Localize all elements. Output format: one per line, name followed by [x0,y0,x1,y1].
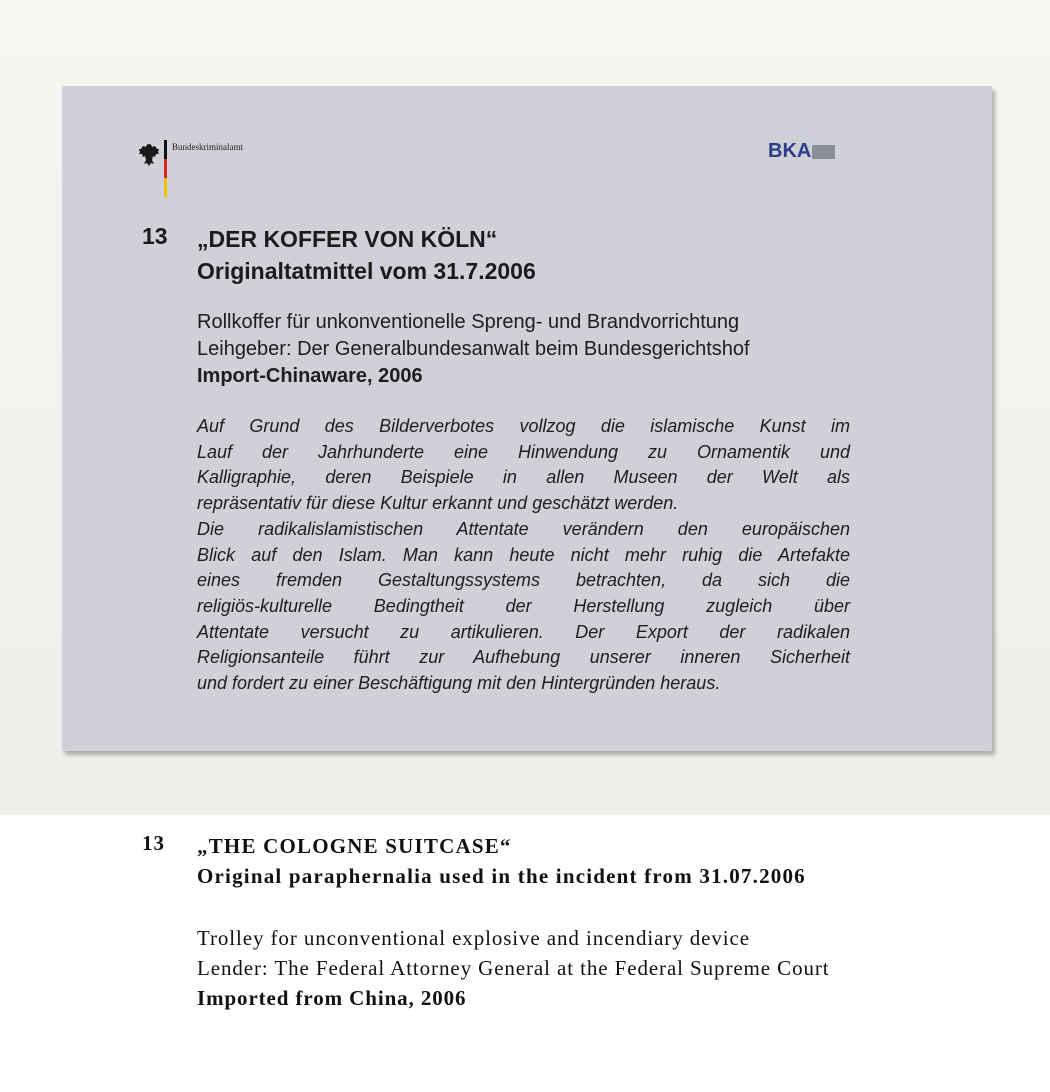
origin-de: Import-Chinaware, 2006 [197,365,423,387]
bka-logo-bar [812,145,835,159]
exhibit-subtitle-en: Original paraphernalia used in the incident from 31.07.2006 [197,864,806,888]
exhibit-number-de: 13 [142,223,168,249]
lender-de: Leihgeber: Der Generalbundesanwalt beim Bundesgerichtshof [197,338,750,360]
body-line: Attentate versucht zu artikulieren. Der Export der radikalen [197,621,850,642]
exhibit-info-de [197,309,750,390]
body-line: Die radikalislamistischen Attentate verändern den europäischen [197,518,850,539]
exhibit-text-de [197,414,850,697]
object-description-de: Rollkoffer für unkonventionelle Spreng- und Brandvorrichtung [197,311,740,333]
body-line: Religionsanteile führt zur Aufhebung unserer inneren Sicherheit [197,647,850,668]
exhibit-subtitle-de: Originaltatmittel vom 31.7.2006 [197,258,536,284]
lender-en: Lender: The Federal Attorney General at the Federal Supreme Court [197,956,830,980]
exhibit-number-en: 13 [142,831,165,855]
body-line: Auf Grund des Bilderverbotes vollzog die islamische Kunst im [197,416,850,436]
german-flag-bar [164,140,167,198]
body-line: Kalligraphie, deren Beispiele in allen Museen der Welt als [197,467,850,488]
federal-eagle-icon [138,142,160,168]
body-line: eines fremden Gestaltungssystems betrachten, da sich die [197,570,850,591]
exhibit-title-de: „DER KOFFER VON KÖLN“ [197,226,498,252]
object-description-en: Trolley for unconventional explosive and incendiary device [197,926,750,950]
origin-en: Imported from China, 2006 [197,986,467,1010]
exhibit-title-en: „THE COLOGNE SUITCASE“ [197,834,512,858]
exhibit-heading-en [197,831,806,891]
exhibit-heading-de [197,223,536,287]
body-line: repräsentativ für diese Kultur erkannt und geschätzt werden. [197,493,679,514]
bundeskriminalamt-logo [138,140,358,200]
body-line: Lauf der Jahrhunderte eine Hinwendung zu Ornamentik und [197,441,850,462]
body-line: Blick auf den Islam. Man kann heute nicht mehr ruhig die Artefakte [197,544,850,565]
body-line: religiös-kulturelle Bedingtheit der Herstellung zugleich über [197,595,850,616]
exhibit-info-en [197,923,830,1013]
body-line: und fordert zu einer Beschäftigung mit den Hintergründen heraus. [197,673,721,694]
bka-logo-text: BKA [768,140,812,162]
authority-name: Bundeskriminalamt [172,142,243,152]
